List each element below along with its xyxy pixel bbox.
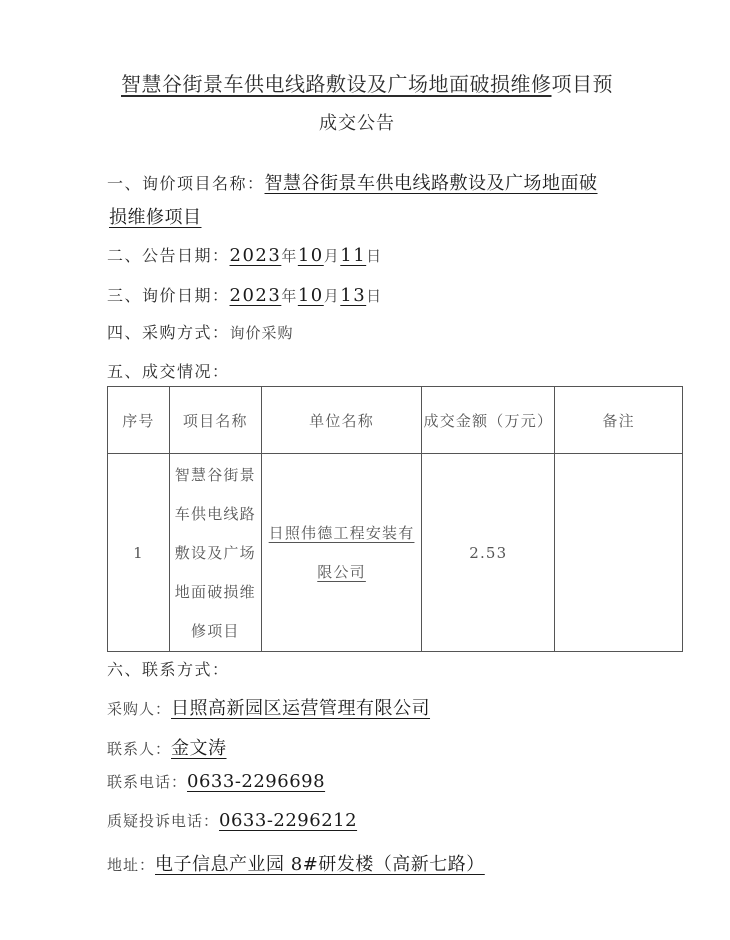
complaint-value: 0633-2296212 — [219, 810, 358, 831]
announce-day-unit: 日 — [366, 247, 383, 265]
procurement-method-label: 四、采购方式： — [107, 323, 230, 342]
deal-table — [107, 386, 683, 652]
page-title — [121, 68, 613, 97]
title-underlined: 智慧谷街景车供电线路敷设及广场地面破损维修 — [121, 72, 552, 96]
inquiry-year-unit: 年 — [281, 287, 298, 305]
row-note — [555, 454, 683, 652]
project-name-value: 智慧谷街景车供电线路敷设及广场地面破 — [264, 173, 598, 194]
row-project-line: 车供电线路 — [174, 505, 256, 523]
announce-month: 10 — [297, 245, 324, 266]
complaint-row — [107, 810, 357, 831]
phone-value: 0633-2296698 — [187, 771, 326, 792]
procurement-method-row — [107, 320, 294, 343]
announce-year: 2023 — [229, 245, 282, 266]
row-project-line: 智慧谷街景 — [174, 466, 256, 484]
project-name-row-2 — [109, 203, 202, 229]
page-subtitle: 成交公告 — [319, 113, 395, 134]
address-row — [107, 850, 485, 876]
project-name-label: 一、询价项目名称： — [107, 174, 265, 193]
table-header-row — [108, 387, 683, 454]
announce-month-unit: 月 — [323, 247, 341, 265]
row-unit-name — [261, 454, 422, 652]
person-row — [107, 734, 227, 760]
address-label: 地址： — [107, 856, 156, 874]
inquiry-month: 10 — [297, 285, 324, 306]
announce-date-label: 二、公告日期： — [107, 246, 230, 265]
address-value: 电子信息产业园 8#研发楼（高新七路） — [155, 854, 485, 875]
inquiry-month-unit: 月 — [323, 287, 341, 305]
row-project-name — [169, 454, 261, 652]
person-label: 联系人： — [107, 740, 172, 758]
table-header: 成交金额（万元） — [422, 387, 555, 454]
inquiry-date-label: 三、询价日期： — [107, 286, 230, 305]
inquiry-date-row — [107, 283, 383, 306]
table-header: 项目名称 — [169, 387, 261, 454]
table-header: 序号 — [108, 387, 170, 454]
buyer-value: 日照高新园区运营管理有限公司 — [171, 698, 431, 719]
row-project-line: 地面破损维 — [174, 583, 256, 601]
row-project-line: 修项目 — [191, 622, 240, 640]
table-header: 备注 — [555, 387, 683, 454]
complaint-label: 质疑投诉电话： — [107, 812, 220, 830]
phone-row — [107, 771, 325, 792]
inquiry-year: 2023 — [229, 285, 282, 306]
project-name-value-2: 损维修项目 — [109, 207, 202, 228]
announce-day: 11 — [340, 245, 367, 266]
person-value: 金文涛 — [171, 738, 227, 759]
phone-label: 联系电话： — [107, 773, 188, 791]
buyer-row — [107, 694, 430, 720]
row-unit-line: 日照伟德工程安装有 — [268, 523, 415, 542]
row-index: 1 — [108, 454, 170, 652]
announce-date-row — [107, 243, 383, 266]
row-amount: 2.53 — [422, 454, 555, 652]
row-unit-line: 限公司 — [317, 562, 366, 581]
buyer-label: 采购人： — [107, 700, 172, 718]
announce-year-unit: 年 — [281, 247, 298, 265]
table-row — [108, 454, 683, 652]
inquiry-day: 13 — [340, 285, 367, 306]
deal-status-label: 五、成交情况： — [107, 362, 230, 381]
row-project-line: 敷设及广场 — [174, 544, 256, 562]
project-name-row — [107, 169, 598, 195]
inquiry-day-unit: 日 — [366, 287, 383, 305]
contact-label: 六、联系方式： — [107, 660, 230, 679]
title-rest: 项目预 — [551, 72, 613, 96]
procurement-method-value: 询价采购 — [229, 324, 294, 342]
table-header: 单位名称 — [261, 387, 422, 454]
